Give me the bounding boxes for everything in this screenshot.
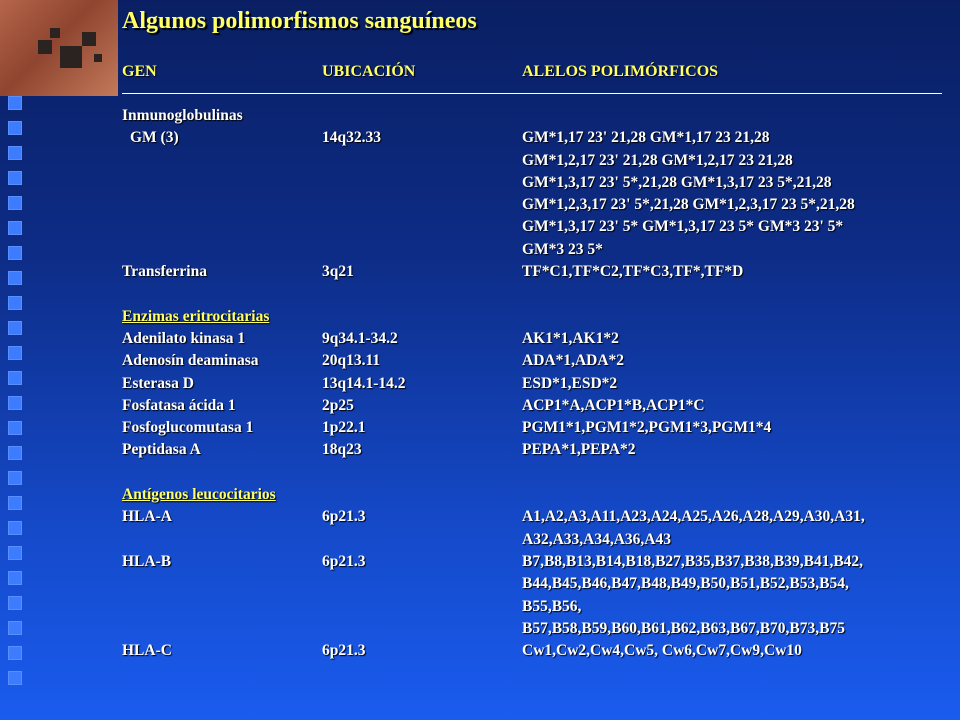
gen-cell: Adenilato kinasa 1 xyxy=(122,329,246,347)
gen-cell: Peptidasa A xyxy=(122,441,201,459)
table-row xyxy=(122,263,952,285)
slide-title: Algunos polimorfismos sanguíneos xyxy=(122,8,477,34)
ubicacion-cell: 3q21 xyxy=(322,263,354,281)
table-row xyxy=(122,397,952,419)
polymorphism-table xyxy=(122,107,952,664)
alelos-cell: GM*1,2,3,17 23' 5*,21,28 GM*1,2,3,17 23 5*,21,28 xyxy=(522,196,855,214)
alelos-cell: A1,A2,A3,A11,A23,A24,A25,A26,A28,A29,A30,A31, xyxy=(522,508,865,526)
table-row xyxy=(122,620,952,642)
section-row xyxy=(122,308,952,330)
table-row xyxy=(122,152,952,174)
gen-cell: Transferrina xyxy=(122,263,207,281)
section-heading: Antígenos leucocitarios xyxy=(122,486,276,504)
alelos-cell: B57,B58,B59,B60,B61,B62,B63,B67,B70,B73,B75 xyxy=(522,619,845,637)
table-row xyxy=(122,352,952,374)
table-row xyxy=(122,575,952,597)
alelos-cell: AK1*1,AK1*2 xyxy=(522,329,619,347)
alelos-cell: GM*1,3,17 23' 5* GM*1,3,17 23 5* GM*3 23' 5* xyxy=(522,218,844,236)
table-row xyxy=(122,285,952,307)
table-row xyxy=(122,419,952,441)
table-row xyxy=(122,241,952,263)
gen-cell: HLA-A xyxy=(122,508,172,526)
gen-cell: HLA-C xyxy=(122,642,172,660)
section-row xyxy=(122,486,952,508)
table-row xyxy=(122,375,952,397)
alelos-cell: B55,B56, xyxy=(522,597,582,615)
ubicacion-cell: 6p21.3 xyxy=(322,642,366,660)
ubicacion-cell: 6p21.3 xyxy=(322,508,366,526)
table-row xyxy=(122,598,952,620)
alelos-cell: TF*C1,TF*C2,TF*C3,TF*,TF*D xyxy=(522,263,744,281)
header-divider xyxy=(122,93,942,94)
ubicacion-cell: 1p22.1 xyxy=(322,419,366,437)
ubicacion-cell: 9q34.1-34.2 xyxy=(322,329,398,347)
table-row xyxy=(122,508,952,530)
gen-cell: Fosfoglucomutasa 1 xyxy=(122,419,254,437)
table-row xyxy=(122,330,952,352)
alelos-cell: ESD*1,ESD*2 xyxy=(522,374,618,392)
table-row xyxy=(122,553,952,575)
ubicacion-cell: 2p25 xyxy=(322,396,354,414)
alelos-cell: PGM1*1,PGM1*2,PGM1*3,PGM1*4 xyxy=(522,419,772,437)
table-row xyxy=(122,531,952,553)
alelos-cell: Cw1,Cw2,Cw4,Cw5, Cw6,Cw7,Cw9,Cw10 xyxy=(522,642,802,660)
gen-cell: GM (3) xyxy=(130,129,179,147)
table-row xyxy=(122,129,952,151)
alelos-cell: ADA*1,ADA*2 xyxy=(522,352,625,370)
alelos-cell: GM*3 23 5* xyxy=(522,240,603,258)
table-row xyxy=(122,441,952,463)
ubicacion-cell: 14q32.33 xyxy=(322,129,381,147)
gen-cell: Esterasa D xyxy=(122,374,194,392)
decorative-square-column xyxy=(8,96,22,696)
section-heading: Enzimas eritrocitarias xyxy=(122,307,270,325)
ubicacion-cell: 18q23 xyxy=(322,441,362,459)
ubicacion-cell: 20q13.11 xyxy=(322,352,381,370)
gen-cell: Adenosín deaminasa xyxy=(122,352,259,370)
ubicacion-cell: 13q14.1-14.2 xyxy=(322,374,406,392)
table-row xyxy=(122,107,952,129)
alelos-cell: GM*1,17 23' 21,28 GM*1,17 23 21,28 xyxy=(522,129,770,147)
header-gen: GEN xyxy=(122,63,157,80)
alelos-cell: GM*1,3,17 23' 5*,21,28 GM*1,3,17 23 5*,21,28 xyxy=(522,173,832,191)
table-row xyxy=(122,464,952,486)
alelos-cell: PEPA*1,PEPA*2 xyxy=(522,441,636,459)
alelos-cell: A32,A33,A34,A36,A43 xyxy=(522,530,671,548)
table-row xyxy=(122,196,952,218)
alelos-cell: B44,B45,B46,B47,B48,B49,B50,B51,B52,B53,B54, xyxy=(522,575,849,593)
gen-cell: HLA-B xyxy=(122,552,172,570)
gen-cell: Inmunoglobulinas xyxy=(122,107,243,124)
alelos-cell: ACP1*A,ACP1*B,ACP1*C xyxy=(522,396,705,414)
alelos-cell: GM*1,2,17 23' 21,28 GM*1,2,17 23 21,28 xyxy=(522,151,793,169)
table-row xyxy=(122,218,952,240)
ubicacion-cell: 6p21.3 xyxy=(322,552,366,570)
table-row xyxy=(122,174,952,196)
alelos-cell: B7,B8,B13,B14,B18,B27,B35,B37,B38,B39,B41,B42, xyxy=(522,552,864,570)
header-alelos: ALELOS POLIMÓRFICOS xyxy=(522,63,719,80)
header-ubicacion: UBICACIÓN xyxy=(322,63,416,80)
gen-cell: Fosfatasa ácida 1 xyxy=(122,396,236,414)
table-row xyxy=(122,642,952,664)
university-logo xyxy=(0,0,118,96)
